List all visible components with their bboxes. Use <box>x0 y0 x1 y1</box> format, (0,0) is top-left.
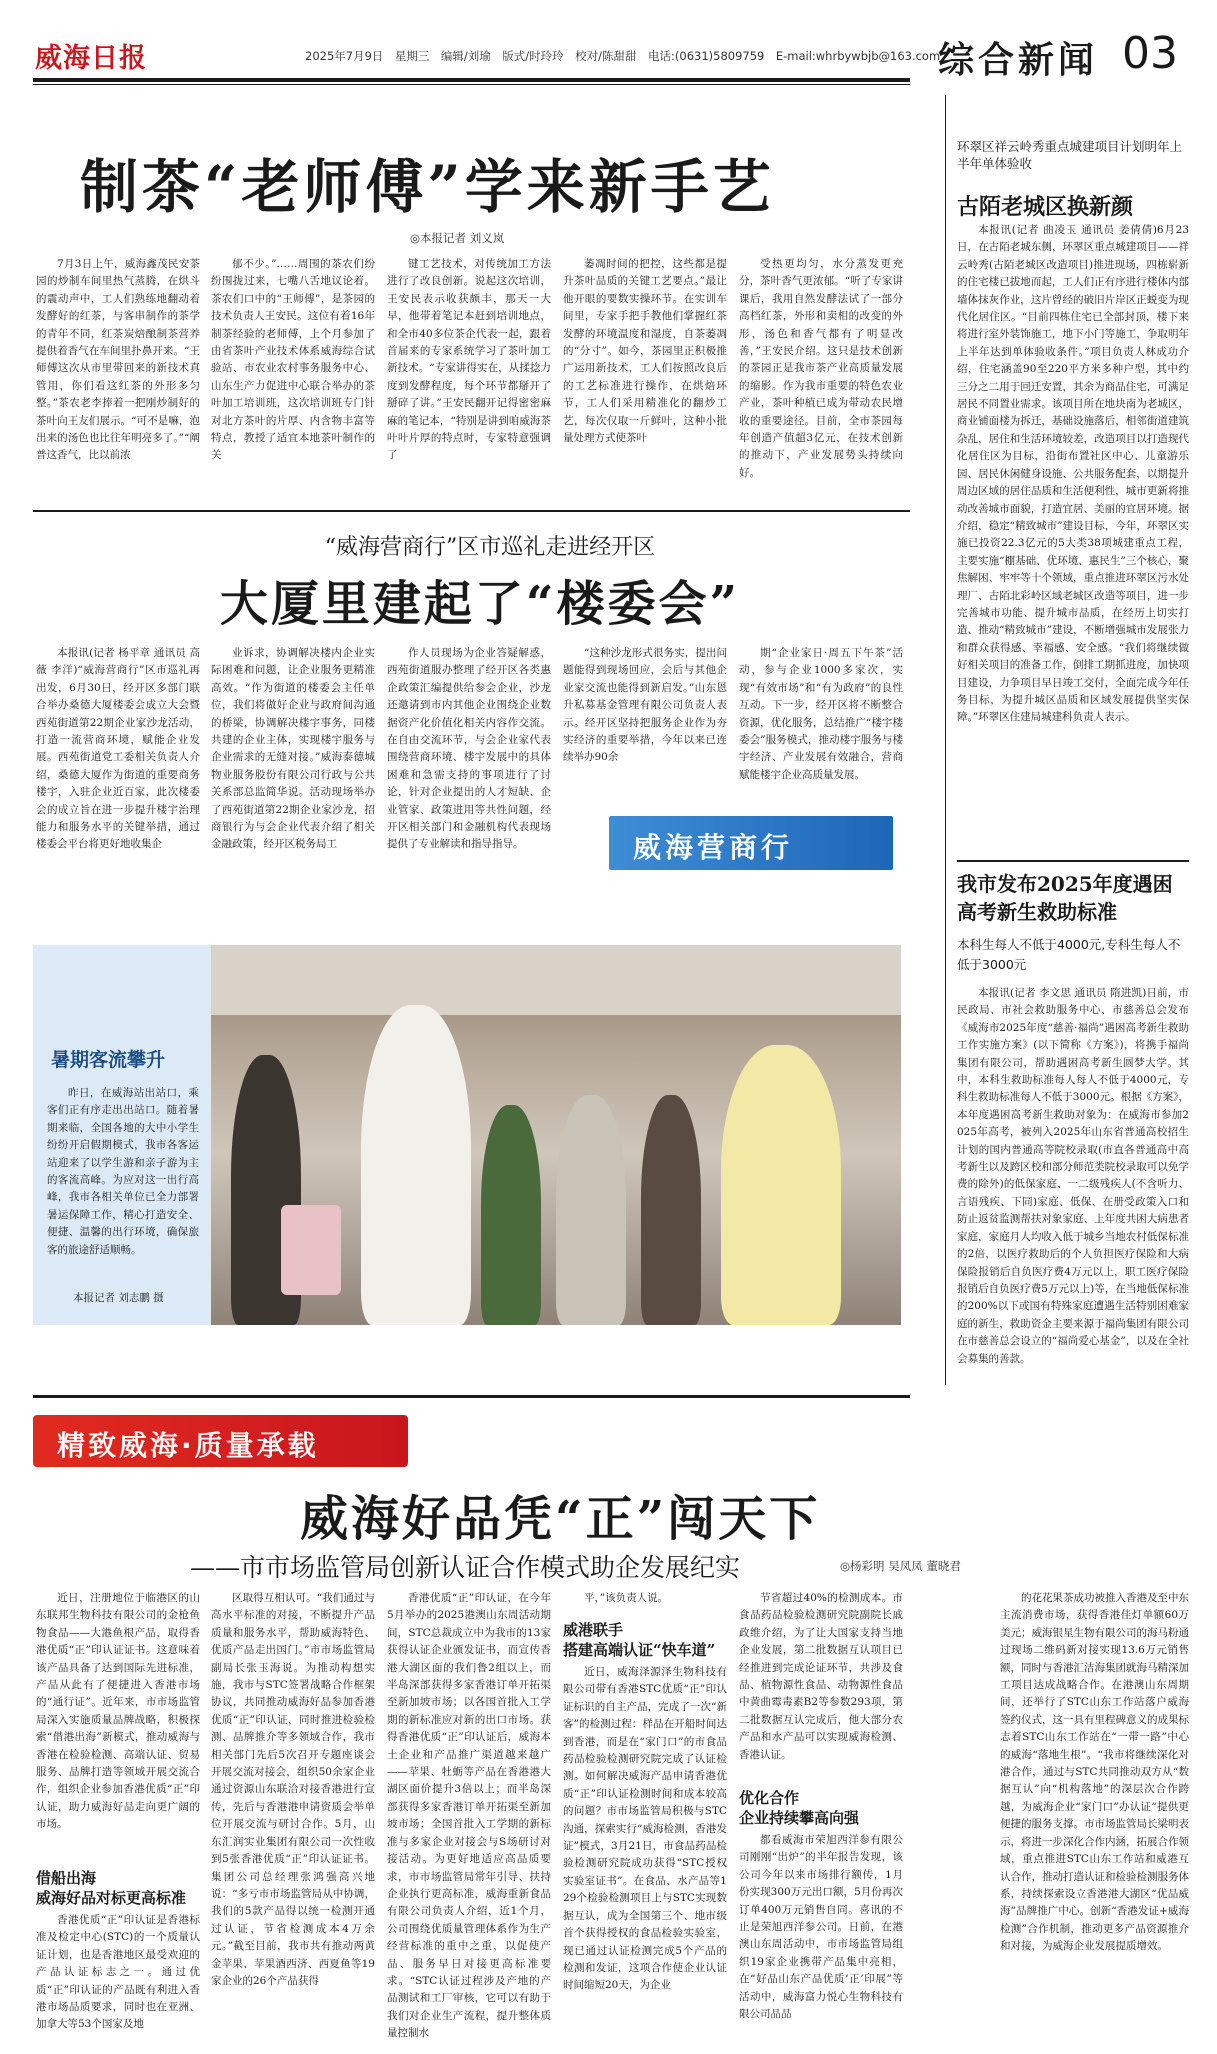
right-story2-text: 本报讯(记者 李文思 通讯员 隋进凯)日前，市民政局、市社会救助服务中心、市慈善总会发布《威海市2025年度“慈善·福尚”遇困高考新生救助工作实施方案》(以下简称《方案》)，将携手福尚集团有限公司，帮助遇困高考新生圆梦大学。其中，本科生救助标准每人每人不低于4000元，专科生救助标准每人不低于3000元。根据《方案》，本年度遇困高考新生救助对象为：在威海市参加2025年高考，被列入2025年山东省普通高校招生计划的国内普通高等院校录取(市直各普通高中高考新生以及跨区校和部分师范类院校录取可以免学费的除外)的低保家庭、一二级残疾人(不含听力、言语残疾、下同)家庭、低保、在册受政策入口和防止返贫监测帮扶对象家庭、上年度共困大病患者家庭，家庭月人均收入低于城乡当地农村低保标准的2倍，以医疗救助后的个人负担医疗保险和大病保险报销后自负医疗费4万元以上，职工医疗保险报销后自负医疗费5万元以上)等，在当地低保标准的200%以下或国有特殊家庭遭遇生活特别困难家庭的新生，救助资金主要来源于福尚集团有限公司在市慈善总会设立的“福尚爱心基金”，以及在全社会募集的善款。 <box>957 987 1189 1365</box>
article3-col-5b <box>739 1832 903 2032</box>
article1-text: 郁不少。”……周围的茶农们纷纷围拢过来，七嘴八舌地议论着。茶农们口中的“王师傅”，是茶园的技术负责人王安民。这位有着16年制茶经验的老师傅，上个月参加了由省茶叶产业技术体系威海综合试验站、市农业农村事务服务中心、山东生产力促进中心联合举办的茶叶加工培训班，这次培训班专门针对北方茶叶的片厚、内含物丰富等特点，教授了适宜本地茶叶制作的关 <box>211 258 375 462</box>
divider <box>33 1395 910 1398</box>
photo-person <box>361 1005 471 1325</box>
right-title: 古陌老城区换新颜 <box>957 194 1134 220</box>
photo-caption-text: 昨日，在威海站出站口，乘客们正有序走出出站口。随着暑期来临，全国各地的大中小学生纷纷开启假期模式，我市各客运站迎来了以学生游和亲子游为主的客流高峰。为应对这一出行高峰，我市各相关单位已全力部署暑运保障工作，精心打造安全、便捷、温馨的出行环境，确保旅客的旅途舒适顺畅。 <box>47 1087 199 1256</box>
masthead-rule-thin <box>33 84 910 85</box>
article3-col-3 <box>387 1590 551 2040</box>
photo-caption-panel <box>33 945 211 1325</box>
photo-person <box>641 1095 701 1325</box>
article1-col-1 <box>36 256 200 500</box>
article2-text: 业诉求，协调解决楼内企业实际困难和问题，让企业服务更精准高效。“作为街道的楼委会主任单位，我们将做好企业与政府间沟通的桥梁，协调解决楼宇事务，同楼共建的企业主体，实现楼宇服务与企业需求的无缝对接。”威海泰德城物业服务股份有限公司行政与公共关系部总监简华说。活动现场举办了西苑街道第22期企业家沙龙，招商银行为与会企业代表介绍了相关金融政策，经开区税务局工 <box>211 647 375 851</box>
newspaper-logo: 威海日报 <box>35 43 147 74</box>
yingshang-banner-label: 威海营商行 <box>633 831 794 864</box>
page-number: 03 <box>1122 28 1178 79</box>
station-crowd-photo <box>211 945 901 1325</box>
divider <box>957 860 1189 862</box>
right-story2-title: 我市发布2025年度遇困高考新生救助标准 <box>957 872 1173 924</box>
article3-col-1a <box>36 1590 200 1860</box>
article2-text: 期“企业家日·周五下午茶”活动，参与企业1000多家次，实现“有效市场”和“有为政府”的良性互动。下一步，经开区将不断整合资源，优化服务，总结推广“楼宇楼委会”服务模式，推动楼宇服务与楼宇经济、产业发展有效融合，营商赋能楼宇企业高质量发展。 <box>739 647 903 781</box>
photo-feature <box>33 945 901 1325</box>
article3-text: 近日，注册地位于临港区的山东联邦生物科技有限公司的金枪鱼物食品——大港鱼根产品，取得香港优质“正”印认证证书。这意味着该产品具备了达到国际先进标准，产品从此有了便捷进入香港市场的“通行证”。近年来，市市场监管局深入实施质量品牌战略，积极探索“借港出海”新模式，推动威海与香港在检验检测、高端认证、贸易服务、品牌打造等领域开展交流合作，组织企业参加香港优质“正”印认证，助力威海好品走向更广阔的市场。 <box>36 1592 200 1831</box>
article3-text: 的花花果茶成功被推入香港及至中东主流消费市场，获得香港佳灯单额60万美元；威海银星生物有限公司的海马粉通过现场二维码新对接实现13.6万元销售额，同时与香港汇洁海集团就海马精深加工项目达成战略合作。在港澳山东周期间，还举行了STC山东工作站落户威海签约仪式，这一具有里程碑意义的成果标志着STC山东工作站在“一带一路”中心的威海“落地生根”。“我市将继续深化对港合作，通过与STC共同推动双方从“数据互认”向“机构落地”的深层次合作跨越，为威海企业“家门口”办认证“提供更便捷的服务支撑。市市场监管局长梁明表示，将进一步深化合作内涵，拓展合作领域，重点推进STC山东工作站和威港互认合作，推动打造认证和检验检测服务体系，持续探索设立香港港大湖区“优品威海”品牌推广中心。创新“香港发证+威海检测”合作机制，推动更多产品资源推介和对接，为威海企业发展提质增效。 <box>1000 1592 1189 1953</box>
article2-col-2 <box>211 645 375 935</box>
photo-person <box>721 1045 841 1325</box>
issue-meta: 2025年7月9日 星期三 编辑/刘瑜 版式/时玲玲 校对/陈甜甜 电话:(0631)5809759 E-mail:whrbywbjb@163.com <box>305 49 941 63</box>
column-divider <box>945 95 946 1385</box>
article1-text: 萎凋时间的把控，这些都是提升茶叶品质的关键工艺要点。”最让他开眼的要数实操环节。在实训车间里，专家手把手教他们掌握红茶发酵的环境温度和湿度，自茶萎凋的“分寸”。如今，茶园里正积极推广运用新技术，工人们按照改良后的工艺标准进行操作，在烘焙环节，工人们采用精准化的翻炒工艺，每次仅取一斤鲜叶，这种小批量处理方式使茶叶 <box>563 258 727 445</box>
article3-col-1b <box>36 1912 200 2042</box>
masthead-rule <box>33 78 910 82</box>
article2-col-3 <box>387 645 551 935</box>
article3-col-5a <box>739 1590 903 1780</box>
divider <box>33 510 910 512</box>
article3-text: 节省超过40%的检测成本。市食品药品检验检测研究院副院长戚政维介绍，为了让大国家支持当地企业发展，第二批数据互认项目已经推进到完成论证环节，共涉及食品、植物源性食品、动物源性食品中黄曲霉毒素B2等参数293项，第二批数据互认完成后，他大部分农产品和水产品可以实现威海检测、香港认证。 <box>739 1592 903 1761</box>
photo-ceiling <box>211 945 901 1015</box>
article3-text: 香港优质“正”印认证是香港标准及检定中心(STC)的一个质量认证计划，也是香港地区最受欢迎的产品认证标志之一。通过优质“正”印认证的产品既有利进入香港市场品质要求，同时也在亚洲、加拿大等53个国家及地 <box>36 1914 200 2031</box>
article3-subtitle: ——市市场监管局创新认证合作模式助企发展纪实 <box>190 1553 741 1582</box>
article1-col-4 <box>563 256 727 500</box>
article1-title: 制茶“老师傅”学来新手艺 <box>80 153 775 221</box>
right-kicker: 环翠区祥云岭秀重点城建项目计划明年上半年单体验收 <box>957 139 1183 171</box>
article1-col-3 <box>387 256 551 500</box>
article2-col-5 <box>739 645 903 810</box>
article3-text: 都看威海市荣旭西洋参有限公司刚刚“出炉”的半年报告发现，该公司今年以来市场排行额传，1月份实现300万元出口额，5月份再次订单400万元销售自同。喜讯的不止是荣旭西洋参公司。日前，在港澳山东周活动中，市市场监管局组织19家企业携带产品集中亮相，在“好品山东产品优质‘正’印展”等活动中，威海富力悦心生物科技有限公司品品 <box>739 1834 903 2021</box>
article3-col-4-start <box>563 1590 727 1610</box>
article3-text: 近日，威海泽源泽生物科技有限公司带有香港STC优质“正”印认证标识的自主产品，完成了一次“新客”的检测过程：样品在开船时间达到香港，而是在“家门口”的市食品药品检验检测研究院完成了认证检测。如何解决威海产品申请香港优质“正”印认证检测时间和成本较高的问题？市市场监管局积极与STC沟通，探索实行“威海检测，香港发证”模式，3月21日，市食品药品检验检测研究院成功获得“STC授权实验室证书”。在食品、水产品等129个检验检测项目上与STC实现数据互认，成为全国第三个、地市级首个获得授权的食品检验实验室，现已通过认证检测完成5个产品的检测和发证，这项合作使企业认证时间缩短20天，为企业 <box>563 1666 727 1992</box>
article3-col-2 <box>211 1590 375 2040</box>
article3-col-6 <box>1000 1590 1189 2040</box>
article2-text: 本报讯(记者 杨平章 通讯员 高薇 李洋)“威海营商行”区市巡礼再出发，6月30日，经开区多部门联合举办桑德大厦楼委会成立大会暨西苑街道第22期企业家沙龙活动，打造一流营商环境，赋能企业发展。西苑街道党工委相关负责人介绍，桑德大厦作为街道的重要商务楼宇，入驻企业近百家，此次楼委会的成立旨在进一步提升楼宇治理能力和服务水平的关键举措，通过楼委会平台将更好地收集企 <box>36 647 200 851</box>
article3-col-5 <box>739 1590 903 2040</box>
article2-title: 大厦里建起了“楼委会” <box>219 576 741 632</box>
right-body <box>957 222 1189 852</box>
photo-caption-body <box>47 1085 199 1285</box>
article3-subhead-1: 借船出海 威海好品对标更高标准 <box>36 1869 187 1907</box>
article1-text: 7月3日上午，威海鑫茂民安茶园的炒制车间里热气蒸腾，在烘斗的震动声中，工人们熟练地翻动着发酵好的红茶，与客串制作的茶学的青年不同，红茶炭焙酿制茶营养提供着香气在车间里扑鼻开来。“王师傅这次从市里带回来的新技术真管用，你们看这红茶的外形多匀整。”茶农老李捧着一把刚炒制好的茶叶向王友们展示。“可不是嘛，泡出来的汤色也比往年明亮多了。”“阐普这香气，比以前浓 <box>36 258 200 462</box>
section-name: 综合新闻 <box>938 40 1099 81</box>
article3-subhead-2: 威港联手 搭建高端认证“快车道” <box>563 1621 716 1659</box>
article2-col-4 <box>563 645 727 810</box>
article3-text: 香港优质“正”印认证，在今年5月举办的2025港澳山东周活动期间，STC总裁成立中为我市的13家获得认证企业颁发证书，而宣传香港大湖区面的我们鲁2组以上，而半岛深部获得多家香港订单开拓渠至新加坡市场；以各国首批入工学期的新标准应对新的出口市场。获得香港优质“正”印认证后，威海本土企业和产品推广渠道越来越广——苹果、牡蛎等产品在香港港大湖区面价提升3倍以上；而半岛深部获得多家香港订单开拓渠至新加坡市场；全国首批入工学期的新标准与多家企业对接会与S场研讨对接活动。为更好地适应高品质要求，市市场监管局常年引导、扶持企业执行更高标准，威海重新食品有限公司负责人介绍，近1个月，公司围绕优质量管理体系作为生产经营标准的重中之重，以促使产品、服务早日对接更高标准要求。“STC认证过程涉及产地的产品测试和工厂审核，它可以有助于我们对企业生产流程，提升整体质量控制水 <box>387 1592 551 2040</box>
article1-col-2 <box>211 256 375 500</box>
article2-text: 作人员现场为企业答疑解惑，西苑街道服办整理了经开区各类惠企政策汇编提供给参会企业，沙龙还邀请到市内其他企业围绕企业数据资产化价值化相关内容作交流。在自由交流环节，与会企业家代表围绕营商环境、楼宇发展中的具体困难和急需支持的事项进行了讨论，针对企业提出的人才短缺、企业管家、政策进用等共性问题，经开区相关部门和金融机构代表现场提供了专业解读和指导指导。 <box>387 647 551 851</box>
article2-text: “这种沙龙形式很务实，提出问题能得到现场回应，会后与其他企业家交流也能得到新启发。”山东恩升私募基金管理有限公司负责人表示。经开区坚持把服务企业作为夯实经济的重要举措，今年以来已连续举办90余 <box>563 647 727 764</box>
article3-title: 威海好品凭“正”闯天下 <box>300 1491 821 1547</box>
article2-col-1 <box>36 645 200 935</box>
column-banner <box>33 1415 408 1467</box>
photo-credit: 本报记者 刘志鹏 摄 <box>73 1292 164 1304</box>
article1-text: 键工艺技术，对传统加工方法进行了改良创新。说起这次培训，王安民表示收获颇丰，那天一大早，他带着笔记本赶到培训地点，和全市40多位茶企代表一起，跟着首届来的专家系统学习了茶叶加工新技术。“专家讲得实在，从揉捻力度到发酵程度，每个环节都掰开了掰碎了讲。”王安民翻开记得密密麻麻的笔记本，“特别是讲到咱威海茶叶叶片厚的特点时，专家特意强调了 <box>387 258 551 462</box>
photo-person <box>556 1095 626 1325</box>
article3-text: 区取得互相认可。“我们通过与高水平标准的对接，不断提升产品质量和服务水平，帮助威海特色、优质产品走出国门。”市市场监管局副局长张玉海说。为推动构想实施，我市与STC签署战略合作框架协议，共同推动威海好品参加香港优质“正”印认证，同时推进检验检测、品牌推介等多领域合作，我市相关部门先后5次召开专题座谈会开展交流对接会，组织50余家企业通过资源山东联洽对接香港进行宣传，先后与香港港申请资质会举单位开展交流与研讨合作。5月，山东汇润实业集团有限公司一次性收到5张香港优质“正”印认证证书。集团公司总经理张鸿强高兴地说：“多亏市市场监管局从中协调，我们的5款产品得以统一检测开通过认证，节省检测成本4万余元。”截至目前，我市共有推动两黄金苹果、苹果酒西济、西夏鱼等19家企业的26个产品获得 <box>211 1592 375 1987</box>
article1-text: 受热更均匀，水分蒸发更充分，茶叶香气更浓郁。“听了专家讲课后，我用自然发酵法试了一部分高档红茶，外形和卖相的改变的外形，汤色和香气都有了明显改善，”王安民介绍。这只是技术创新的茶园正是我市茶产业高质量发展的缩影。作为我市重要的特色农业产业，茶叶种植已成为带动农民增收的重要途径。目前，全市茶园每年创造产值超3亿元，在技术创新的推动下，产业发展势头持续向好。 <box>739 258 903 479</box>
right-story2-body <box>957 985 1189 1375</box>
right-story2-subtitle: 本科生每人不低于4000元,专科生每人不低于3000元 <box>957 937 1181 972</box>
column-banner-label: 精致威海·质量承载 <box>57 1429 319 1462</box>
article3-byline: ◎杨彩明 吴凤凤 董晓君 <box>840 1559 961 1573</box>
article3-text: 平，”该负责人说。 <box>584 1592 669 1604</box>
yingshang-banner <box>609 816 893 870</box>
article1-col-5 <box>739 256 903 500</box>
right-text: 本报讯(记者 曲凌玉 通讯员 姜倩倩)6月23日，在古陌老城东侧，环翠区重点城建项目——祥云岭秀(古陌老城区改造项目)推进现场，四栋崭新的住宅楼已拔地而起，工人们正有序进行楼体内部墙体抹灰作业，这片曾经的破旧片岸区正蜕变为现代化居住区。“目前四栋住宅已全部封顶，楼下来将进行室外装饰施工，地下小门等施工，争取明年上半年达到单体验收条件。”项目负责人林成功介绍，住宅涵盖90至220平方米多种户型，其中约三分之二用于回迁安置，其余为商品住宅，可满足居民不同置业需求。该项目所在地块南为老城区，商业铺面楼为拆迁，基础设施落后，相邻街道建筑杂乱，居住和生活环境较差，改造项目以打造现代化居住区为目标，沿街布置社区中心、儿童游乐园、居民休闲健身设施、公共服务配套，以期提升周边区域的居住品质和生活便利性，城市更新将推动改善城市面貌，打造宜居、美丽的宜居环境。据介绍，稳定“精致城市”建设目标，今年，环翠区实施已投资22.3亿元的5大类38项城建重点工程，主要实施“棚基础、优环境、惠民生”三个核心，聚焦解困、牢牢等十个领域，重点推进环翠区污水处理厂、古陌北彩岭区域老城区改造等项目，进一步完善城市功能、提升城市品质，在经历上切实打造、推动“精致城市”建设，不断增强城市发展张力和群众获得感、幸福感、安全感。“我们将继续做好相关项目的准备工作，倒排工期抓进度，加快项目建设，力争项目早日竣工交付，全面完成今年任务目标，为提升城区品质和区域发展提供坚实保障。”环翠区住建局城建科负责人表示。 <box>957 224 1189 724</box>
photo-caption-title: 暑期客流攀升 <box>51 1049 166 1071</box>
article2-kicker: “威海营商行”区市巡礼走进经开区 <box>324 535 656 560</box>
article1-byline: ◎本报记者 刘义岚 <box>410 231 505 245</box>
article3-col-4 <box>563 1590 727 2040</box>
article3-col-1 <box>36 1590 200 2040</box>
article3-subhead-3: 优化合作 企业持续攀高向强 <box>739 1789 860 1827</box>
article3-col-4-body <box>563 1664 727 2034</box>
photo-person <box>481 1105 541 1325</box>
photo-suitcase <box>281 1205 341 1295</box>
